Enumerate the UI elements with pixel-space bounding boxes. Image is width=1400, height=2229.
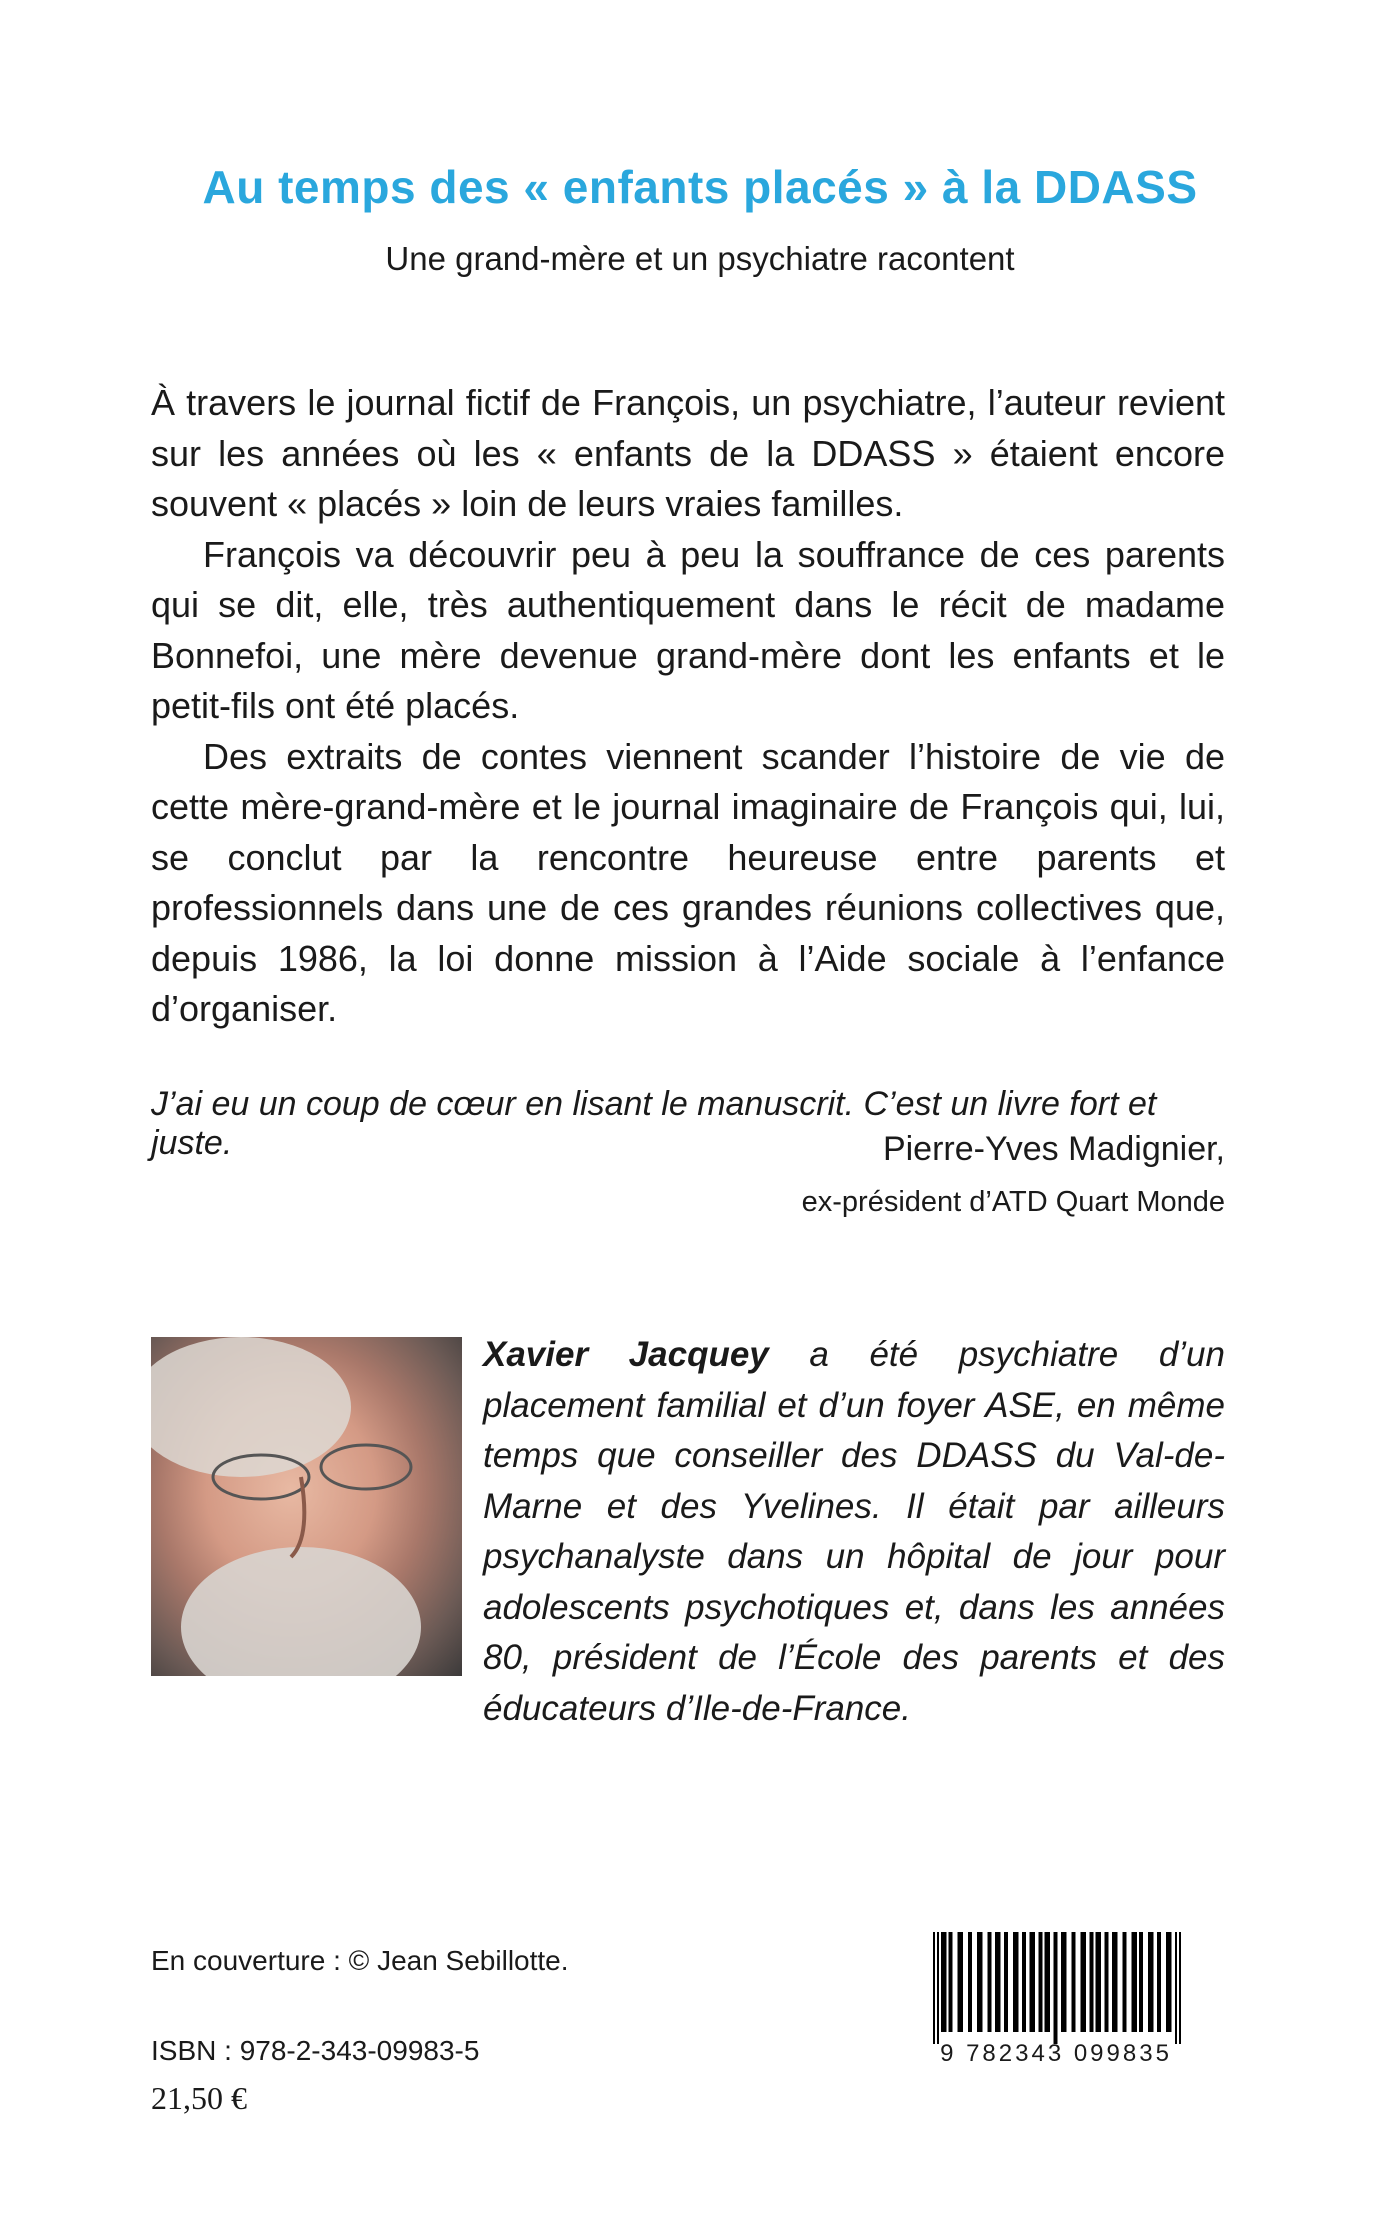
summary-paragraph: François va découvrir peu à peu la souffrance de ces parents qui se dit, elle, très authentiquement dans le récit de madame Bonnefoi, une mère devenue grand-mère dont les enfants et le petit-fils ont été placés.	[151, 533, 1225, 726]
testimonial-quote: J’ai eu un coup de cœur en lisant le manuscrit. C’est un livre fort et juste.	[151, 1085, 1157, 1162]
barcode-bar	[1061, 1932, 1067, 2032]
barcode-bar	[1013, 1932, 1019, 2032]
testimonial-author: Pierre-Yves Madignier,	[882, 1130, 1225, 1168]
barcode-bar	[1072, 1932, 1076, 2032]
summary-paragraph: À travers le journal fictif de François, un psychiatre, l’auteur revient sur les années où les « enfants de la DDASS » étaient encore souvent « placés » loin de leurs vraies familles.	[151, 382, 1225, 524]
author-photo	[151, 1337, 462, 1676]
barcode	[921, 1932, 1191, 2067]
summary-paragraph: Des extraits de contes viennent scander l’histoire de vie de cette mère-grand-mère et le journal imaginaire de François qui, lui, se conclut par la rencontre heureuse entre parents et professionnels dans une de ces grandes réunions collectives que, depuis 1986, la loi donne mission à l’Aide sociale à l’enfance d’organiser.	[151, 735, 1225, 1029]
barcode-bar	[1096, 1932, 1102, 2032]
author-name: Xavier Jacquey	[483, 1335, 769, 1374]
barcode-bar	[995, 1932, 1001, 2032]
book-title: Au temps des « enfants placés » à la DDASS	[202, 161, 1198, 213]
barcode-bar	[1139, 1932, 1143, 2032]
barcode-bar	[1148, 1932, 1154, 2032]
barcode-bar	[1175, 1932, 1177, 2044]
barcode-bar	[933, 1932, 935, 2044]
barcode-bar	[1123, 1932, 1127, 2032]
author-bio-text: a été psychiatre d’un placement familial et d’un foyer ASE, en même temps que conseiller des DDASS du Val-de-Marne et des Yvelines. Il était par ailleurs psychanalyste dans un hôpital de jour pour adolescents psychotiques et, dans les années 80, président de l’École des parents et des éducateurs d’Ile-de-France.	[483, 1335, 1225, 1728]
book-subtitle: Une grand-mère et un psychiatre racontent	[385, 240, 1015, 277]
barcode-bar	[968, 1932, 972, 2032]
price: 21,50 €	[151, 2080, 247, 2116]
barcode-bar	[1039, 1932, 1043, 2032]
barcode-digits: 9 782343 099835	[940, 2040, 1172, 2067]
isbn: ISBN : 978-2-343-09983-5	[151, 2035, 480, 2066]
barcode-bar	[1054, 1932, 1058, 2044]
barcode-bar	[1081, 1932, 1087, 2032]
barcode-bar	[941, 1932, 947, 2032]
barcode-bar	[1179, 1932, 1181, 2044]
summary	[151, 378, 1225, 1035]
testimonial-role: ex-président d’ATD Quart Monde	[801, 1186, 1225, 1218]
barcode-bar	[1022, 1932, 1026, 2032]
barcode-bar	[1030, 1932, 1036, 2032]
barcode-bar	[958, 1932, 964, 2032]
barcode-bar	[1090, 1932, 1094, 2032]
cover-credit: En couverture : © Jean Sebillotte.	[151, 1945, 569, 1976]
barcode-bar	[1132, 1932, 1138, 2032]
barcode-bar	[937, 1932, 939, 2044]
barcode-bar	[1105, 1932, 1109, 2032]
barcode-bar	[949, 1932, 953, 2032]
barcode-bars	[921, 1932, 1191, 2044]
barcode-bar	[1166, 1932, 1172, 2032]
barcode-bar	[1112, 1932, 1118, 2032]
barcode-bar	[1004, 1932, 1008, 2032]
barcode-bar	[1157, 1932, 1161, 2032]
author-bio	[483, 1330, 1225, 1734]
barcode-bar	[988, 1932, 992, 2032]
barcode-bar	[1045, 1932, 1051, 2032]
barcode-bar	[977, 1932, 983, 2032]
